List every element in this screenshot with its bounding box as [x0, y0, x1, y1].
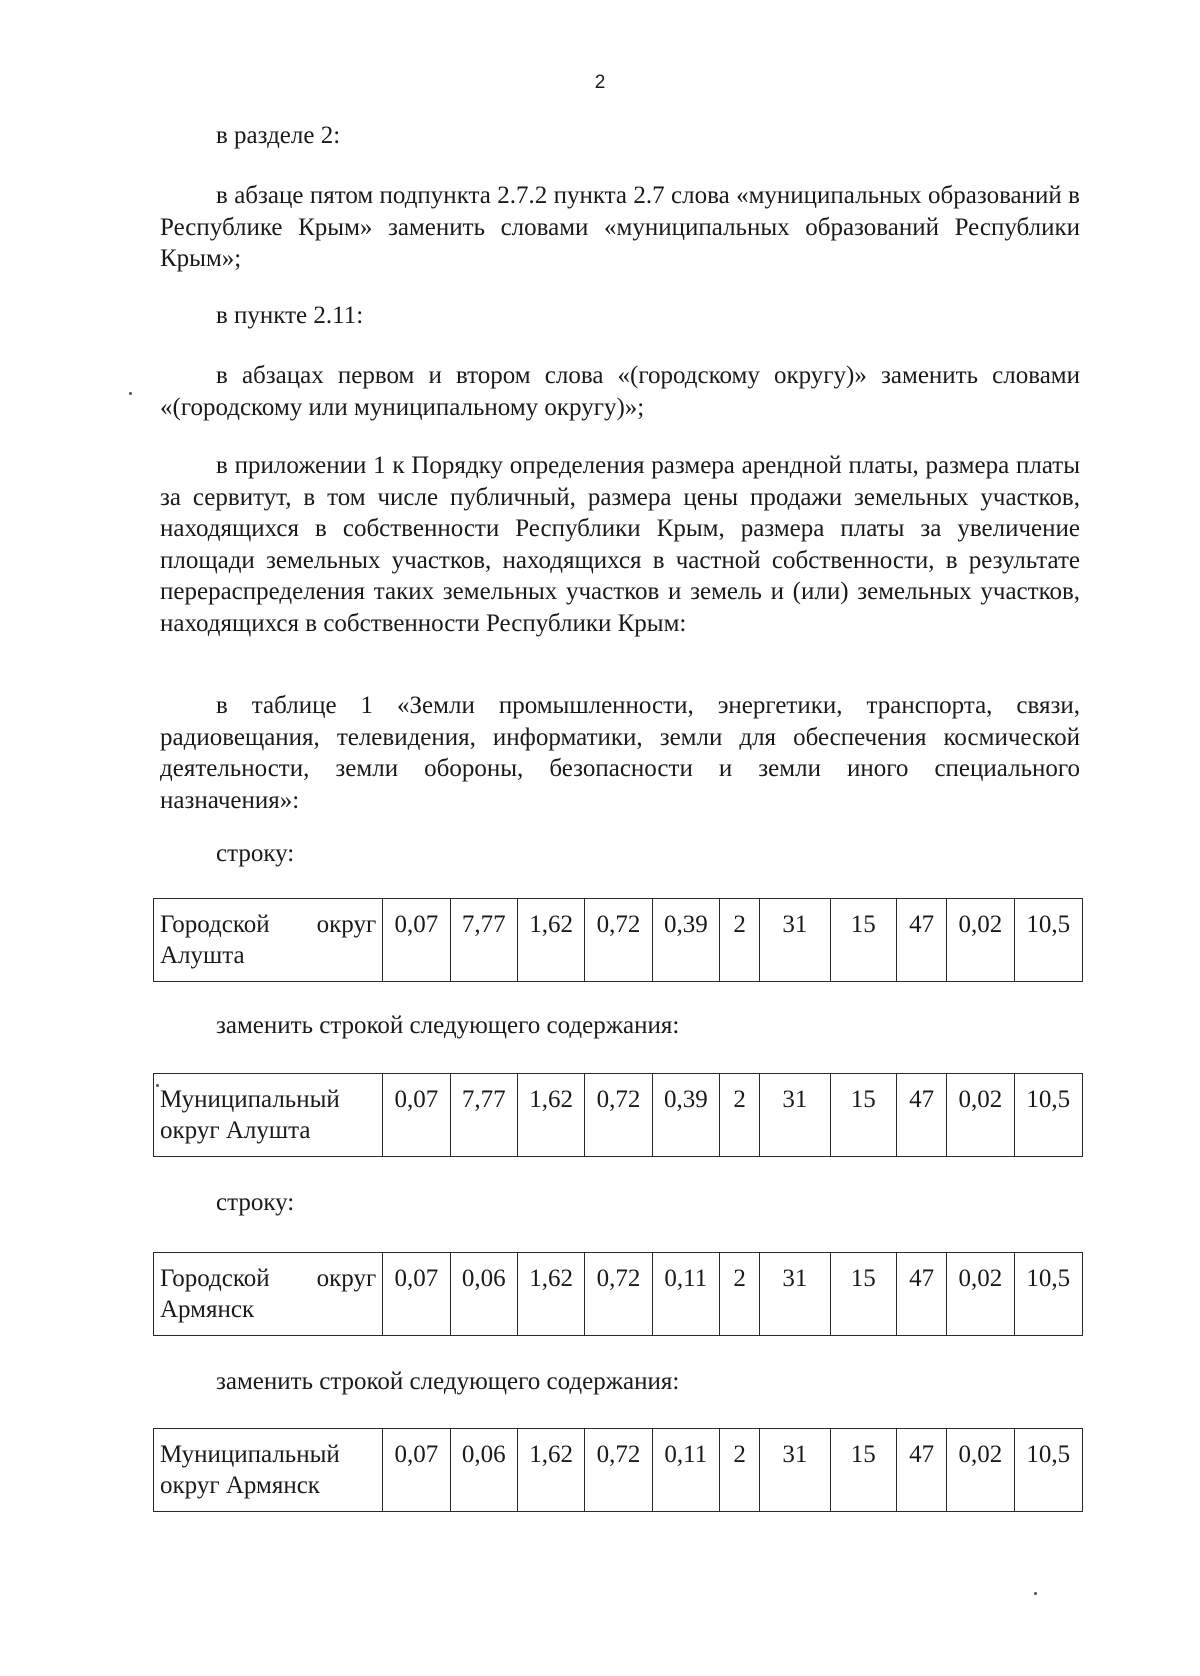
scan-speck — [129, 392, 132, 395]
paragraph-abzac-first-second: в абзацах первом и втором слова «(городскому округу)» заменить словами «(городскому или муниципальному округу)»; — [160, 362, 1080, 421]
paragraph-appendix-1: в приложении 1 к Порядку определения размера арендной платы, размера платы за сервитут, в том числе публичный, размера цены продажи земельных участков, находящихся в собственности Республики Крым, размера платы за увеличение площади земельных участков, находящихся в частной собственности, в результате перераспределения таких земельных участков и земель и (или) земельных участков, находящихся в собственности Республики Крым: — [160, 452, 1080, 637]
table-cell: 0,07 — [383, 1253, 450, 1336]
scan-speck — [156, 1084, 159, 1087]
paragraph-row-label-2: строку: — [216, 1189, 295, 1216]
table-cell: 0,72 — [585, 1074, 652, 1157]
table-cell: 10,5 — [1014, 1429, 1082, 1512]
table-cell: 0,02 — [947, 1253, 1014, 1336]
table-row — [154, 899, 1083, 982]
table-row-municipal-alushta — [153, 1073, 1083, 1157]
table-cell: 2 — [720, 1074, 760, 1157]
paragraph-replace-2: заменить строкой следующего содержания: — [216, 1368, 680, 1395]
table-cell-name: Городской округ Алушта — [154, 899, 383, 982]
paragraph-replace-1: заменить строкой следующего содержания: — [216, 1012, 680, 1039]
paragraph-section-2: в разделе 2: — [216, 122, 341, 149]
table-cell: 47 — [896, 1429, 946, 1512]
table-cell: 0,72 — [585, 1429, 652, 1512]
table-cell: 0,02 — [947, 1074, 1014, 1157]
table-cell: 0,06 — [450, 1253, 517, 1336]
table-cell: 2 — [720, 1253, 760, 1336]
table-cell-name: Муниципальный округ Алушта — [154, 1074, 383, 1157]
table-cell: 2 — [720, 899, 760, 982]
table-cell: 31 — [760, 1253, 830, 1336]
table-cell: 10,5 — [1014, 899, 1082, 982]
table-cell: 31 — [760, 1074, 830, 1157]
table-cell: 2 — [720, 1429, 760, 1512]
table-cell: 15 — [830, 1253, 896, 1336]
table-cell: 15 — [830, 1429, 896, 1512]
table-row — [154, 1253, 1083, 1336]
paragraph-table-1: в таблице 1 «Земли промышленности, энергетики, транспорта, связи, радиовещания, телевидения, информатики, земли для обеспечения космической деятельности, земли обороны, безопасности и земли иного специального назначения»: — [160, 692, 1080, 814]
table-cell: 0,02 — [947, 899, 1014, 982]
table-cell: 0,07 — [383, 1074, 450, 1157]
table-cell: 0,07 — [383, 899, 450, 982]
table-cell: 1,62 — [517, 1253, 584, 1336]
table-cell: 0,06 — [450, 1429, 517, 1512]
table-cell: 0,39 — [652, 899, 719, 982]
table-cell: 31 — [760, 899, 830, 982]
table-cell: 47 — [896, 1253, 946, 1336]
table-cell: 0,02 — [947, 1429, 1014, 1512]
table-cell: 1,62 — [517, 899, 584, 982]
table-cell: 0,07 — [383, 1429, 450, 1512]
table-cell: 47 — [896, 1074, 946, 1157]
table-cell: 0,72 — [585, 899, 652, 982]
table-cell: 10,5 — [1014, 1253, 1082, 1336]
table-cell-name: Муниципальный округ Армянск — [154, 1429, 383, 1512]
scan-speck — [1034, 1592, 1037, 1595]
table-cell: 15 — [830, 899, 896, 982]
table-row — [154, 1429, 1083, 1512]
table-cell: 0,39 — [652, 1074, 719, 1157]
table-cell: 1,62 — [517, 1074, 584, 1157]
table-row-municipal-armyansk — [153, 1428, 1083, 1512]
table-cell: 7,77 — [450, 899, 517, 982]
table-cell-name: Городской округ Армянск — [154, 1253, 383, 1336]
table-cell: 1,62 — [517, 1429, 584, 1512]
paragraph-row-label-1: строку: — [216, 840, 295, 867]
paragraph-subclause-2-7-2: в абзаце пятом подпункта 2.7.2 пункта 2.7 слова «муниципальных образований в Республике Крым» заменить словами «муниципальных образований Республики Крым»; — [160, 182, 1080, 272]
table-cell: 15 — [830, 1074, 896, 1157]
page-number: 2 — [594, 72, 606, 93]
table-row — [154, 1074, 1083, 1157]
table-cell: 0,11 — [652, 1253, 719, 1336]
table-row-gorodskoy-armyansk — [153, 1252, 1083, 1336]
paragraph-clause-2-11: в пункте 2.11: — [216, 302, 364, 329]
table-cell: 31 — [760, 1429, 830, 1512]
table-cell: 0,72 — [585, 1253, 652, 1336]
table-cell: 10,5 — [1014, 1074, 1082, 1157]
table-cell: 47 — [896, 899, 946, 982]
table-row-gorodskoy-alushta — [153, 898, 1083, 982]
table-cell: 0,11 — [652, 1429, 719, 1512]
table-cell: 7,77 — [450, 1074, 517, 1157]
